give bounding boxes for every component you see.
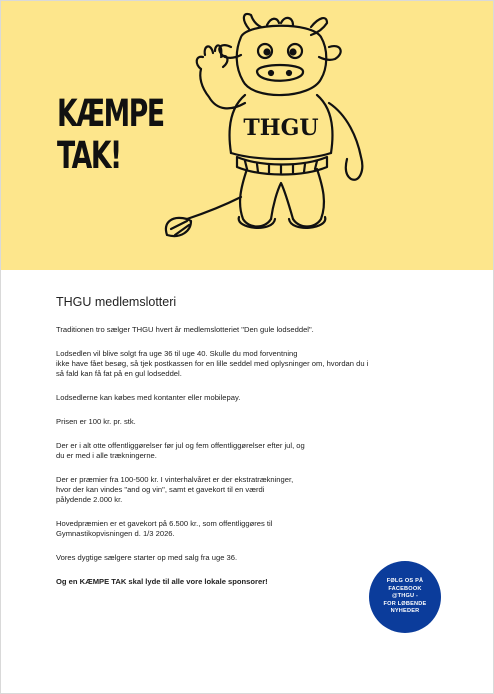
paragraph-line: Lodsedlen vil blive solgt fra uge 36 til uge 40. Skulle du mod forventning (56, 349, 298, 358)
paragraph-line: Hovedpræmien er et gavekort på 6.500 kr., som offentliggøres til (56, 519, 273, 528)
paragraph-line: Der er præmier fra 100-500 kr. I vinterhalvåret er der ekstratrækninger, (56, 475, 294, 484)
badge-line: FØLG OS PÅ (386, 578, 424, 585)
paragraph-line: Gymnastikopvisningen d. 1/3 2026. (56, 529, 175, 538)
paragraph-line: du er med i alle trækningerne. (56, 451, 157, 460)
badge-line: NYHEDER (390, 608, 420, 615)
paragraph-payment (56, 393, 456, 403)
paragraph-line: Og en KÆMPE TAK skal lyde til alle vore lokale sponsorer! (56, 577, 268, 586)
badge-line: @THGU - (391, 593, 419, 600)
paragraph-line: Vores dygtige sælgere starter op med salg fra uge 36. (56, 553, 238, 562)
hero-title-line-2: TAK! (57, 134, 121, 177)
mascot-shirt-text: THGU (243, 115, 319, 141)
paragraph-line: Traditionen tro sælger THGU hvert år medlemslotteriet "Den gule lodseddel". (56, 325, 314, 334)
paragraph-line: ikke have fået besøg, så tjek postkassen for en lille seddel med oplysninger om, hvordan du i (56, 359, 369, 368)
facebook-follow-badge[interactable] (369, 561, 441, 633)
hero-title (57, 93, 164, 177)
article-heading: THGU medlemslotteri (56, 295, 177, 309)
hero-banner (1, 1, 493, 270)
paragraph-line: Prisen er 100 kr. pr. stk. (56, 417, 136, 426)
paragraph-prizes (56, 475, 456, 505)
bull-mascot-illustration (161, 7, 391, 242)
paragraph-price (56, 417, 456, 427)
hero-title-line-1: KÆMPE (57, 92, 164, 135)
paragraph-line: pålydende 2.000 kr. (56, 495, 123, 504)
paragraph-line: så fald kan få fat på en gul lodseddel. (56, 369, 182, 378)
badge-line: FACEBOOK (388, 585, 422, 592)
paragraph-main-prize (56, 519, 456, 539)
paragraph-line: Der er i alt otte offentliggørelser før jul og fem offentliggørelser efter jul, og (56, 441, 305, 450)
badge-line: FOR LØBENDE (383, 600, 427, 607)
paragraph-sales-period (56, 349, 456, 379)
paragraph-line: hvor der kan vindes "and og vin", samt et gavekort til en værdi (56, 485, 265, 494)
lottery-article (56, 295, 456, 601)
paragraph-line: Lodsedlerne kan købes med kontanter eller mobilepay. (56, 393, 241, 402)
paragraph-intro (56, 325, 456, 335)
paragraph-draws (56, 441, 456, 461)
